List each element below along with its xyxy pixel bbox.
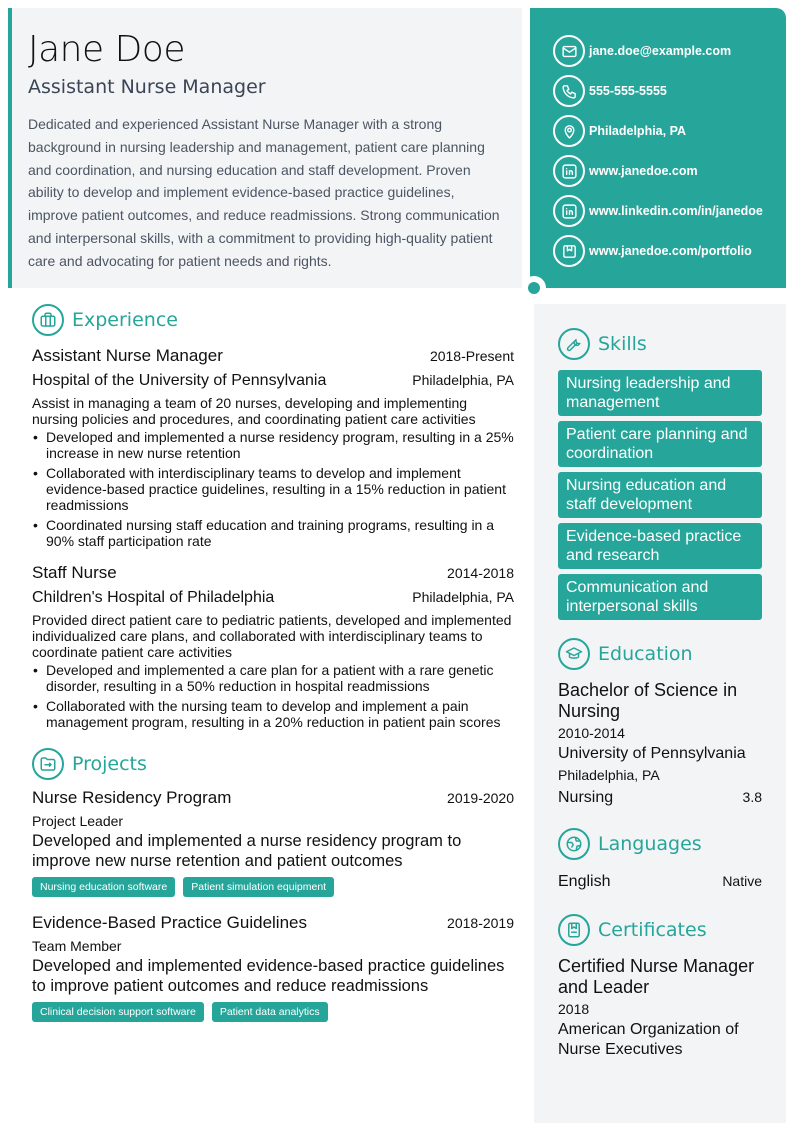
certificates-heading	[558, 912, 762, 948]
job-organization: Hospital of the University of Pennsylvania	[32, 372, 327, 389]
education-heading	[558, 636, 762, 672]
language-item	[558, 870, 762, 892]
project-dates: 2019-2020	[447, 790, 514, 806]
project-description: Developed and implemented a nurse residency program to improve new nurse retention and patient outcomes	[32, 832, 462, 870]
project-tags	[32, 1002, 514, 1022]
skill-badge: Patient care planning and coordination	[558, 421, 762, 467]
education-title: Education	[598, 643, 693, 665]
job-bullets	[32, 429, 514, 549]
contact-portfolio[interactable]	[553, 231, 786, 271]
project-tag: Patient simulation equipment	[183, 877, 334, 897]
project-description: Developed and implemented evidence-based practice guidelines to improve patient outcomes and reduce readmissions	[32, 957, 505, 995]
project-tag: Nursing education software	[32, 877, 175, 897]
job-title: Staff Nurse	[32, 563, 117, 582]
experience-heading	[32, 302, 514, 338]
project-title: Evidence-Based Practice Guidelines	[32, 913, 307, 932]
experience-item	[32, 561, 514, 730]
contact-location	[553, 111, 786, 151]
contact-linkedin[interactable]	[553, 191, 786, 231]
map-pin-icon	[553, 115, 585, 147]
project-title: Nurse Residency Program	[32, 788, 232, 807]
contact-phone[interactable]	[553, 71, 786, 111]
language-name: English	[558, 873, 611, 890]
contact-website[interactable]	[553, 151, 786, 191]
contact-panel	[530, 8, 786, 288]
certificates-title: Certificates	[598, 919, 707, 941]
sidebar	[534, 304, 786, 1123]
briefcase-icon	[32, 304, 64, 336]
folder-icon	[32, 748, 64, 780]
linkedin-icon	[553, 155, 585, 187]
projects-title: Projects	[72, 753, 147, 775]
project-role: Team Member	[32, 938, 122, 954]
timeline-dot	[528, 282, 540, 294]
experience-title: Experience	[72, 309, 178, 331]
job-bullet: • Developed and implemented a nurse residency program, resulting in a 25% increase in new nurse retention	[32, 429, 514, 461]
job-description: Assist in managing a team of 20 nurses, developing and implementing nursing policies and procedures, and coordinating patient care activities	[32, 395, 476, 427]
certificate-item	[558, 956, 762, 1060]
job-organization: Children's Hospital of Philadelphia	[32, 589, 275, 606]
project-role: Project Leader	[32, 813, 124, 829]
contact-portfolio-text: www.janedoe.com/portfolio	[589, 244, 752, 258]
experience-item	[32, 344, 514, 549]
certificate-icon	[558, 914, 590, 946]
skill-badge: Evidence-based practice and research	[558, 523, 762, 569]
project-tags	[32, 877, 514, 897]
job-location: Philadelphia, PA	[412, 589, 514, 605]
skill-badge: Nursing leadership and management	[558, 370, 762, 416]
job-description: Provided direct patient care to pediatric patients, developed and implemented individualized care plans, and collaborated with interdisciplinary teams to coordinate patient care activities	[32, 612, 512, 660]
job-headline: Assistant Nurse Manager	[28, 76, 266, 98]
education-dates: 2010-2014	[558, 725, 625, 741]
project-tag: Patient data analytics	[212, 1002, 328, 1022]
summary-text: Dedicated and experienced Assistant Nurse Manager with a strong background in nursing leadership and management, patient care planning and coordination, and nursing education and staff development. Proven ability to develop and implement evidence-based practice guidelines, improve patient outcomes, and reduce readmissions. Strong communication and interpersonal skills, with a commitment to providing high-quality patient care and advocating for patient needs and rights.	[28, 116, 500, 269]
job-bullets	[32, 662, 514, 730]
skills-list	[558, 370, 762, 620]
globe-icon	[558, 828, 590, 860]
job-dates: 2014-2018	[447, 565, 514, 581]
job-bullet: • Collaborated with the nursing team to develop and implement a pain management program, resulting in a 20% reduction in patient pain scores	[32, 698, 514, 730]
projects-heading	[32, 746, 514, 782]
contact-linkedin-text: www.linkedin.com/in/janedoe	[589, 204, 763, 218]
skill-badge: Nursing education and staff development	[558, 472, 762, 518]
education-field: Nursing	[558, 789, 614, 806]
job-location: Philadelphia, PA	[412, 372, 514, 388]
certificate-date: 2018	[558, 1001, 590, 1017]
bookmark-icon	[553, 235, 585, 267]
contact-website-text: www.janedoe.com	[589, 164, 698, 178]
education-location: Philadelphia, PA	[558, 767, 660, 783]
project-dates: 2018-2019	[447, 915, 514, 931]
skills-title: Skills	[598, 333, 647, 355]
skills-heading	[558, 326, 762, 362]
certificate-title: Certified Nurse Manager and Leader	[558, 956, 755, 997]
contact-email-text: jane.doe@example.com	[589, 44, 732, 58]
job-bullet: • Developed and implemented a care plan for a patient with a rare genetic disorder, resulting in a 50% reduction in hospital readmissions	[32, 662, 514, 694]
wrench-icon	[558, 328, 590, 360]
main-column	[32, 302, 514, 1022]
project-item	[32, 786, 514, 897]
job-title: Assistant Nurse Manager	[32, 346, 223, 365]
linkedin-icon	[553, 195, 585, 227]
languages-heading	[558, 826, 762, 862]
education-item	[558, 680, 762, 808]
project-tag: Clinical decision support software	[32, 1002, 204, 1022]
contact-email[interactable]	[553, 31, 786, 71]
project-item	[32, 911, 514, 1022]
language-level: Native	[722, 873, 762, 889]
graduation-cap-icon	[558, 638, 590, 670]
education-degree: Bachelor of Science in Nursing	[558, 680, 738, 721]
education-school: University of Pennsylvania	[558, 745, 746, 762]
phone-icon	[553, 75, 585, 107]
contact-phone-text: 555-555-5555	[589, 84, 667, 98]
skill-badge: Communication and interpersonal skills	[558, 574, 762, 620]
job-bullet: • Collaborated with interdisciplinary teams to develop and implement evidence-based practice guidelines, resulting in a 15% reduction in patient readmissions	[32, 465, 514, 513]
job-dates: 2018-Present	[429, 348, 514, 364]
languages-title: Languages	[598, 833, 702, 855]
contact-location-text: Philadelphia, PA	[589, 124, 687, 138]
mail-icon	[553, 35, 585, 67]
job-bullet: • Coordinated nursing staff education and training programs, resulting in a 90% staff participation rate	[32, 517, 514, 549]
certificate-issuer: American Organization of Nurse Executives	[558, 1021, 739, 1058]
education-gpa: 3.8	[742, 789, 762, 805]
person-name: Jane Doe	[28, 29, 185, 70]
header-card	[8, 8, 522, 288]
